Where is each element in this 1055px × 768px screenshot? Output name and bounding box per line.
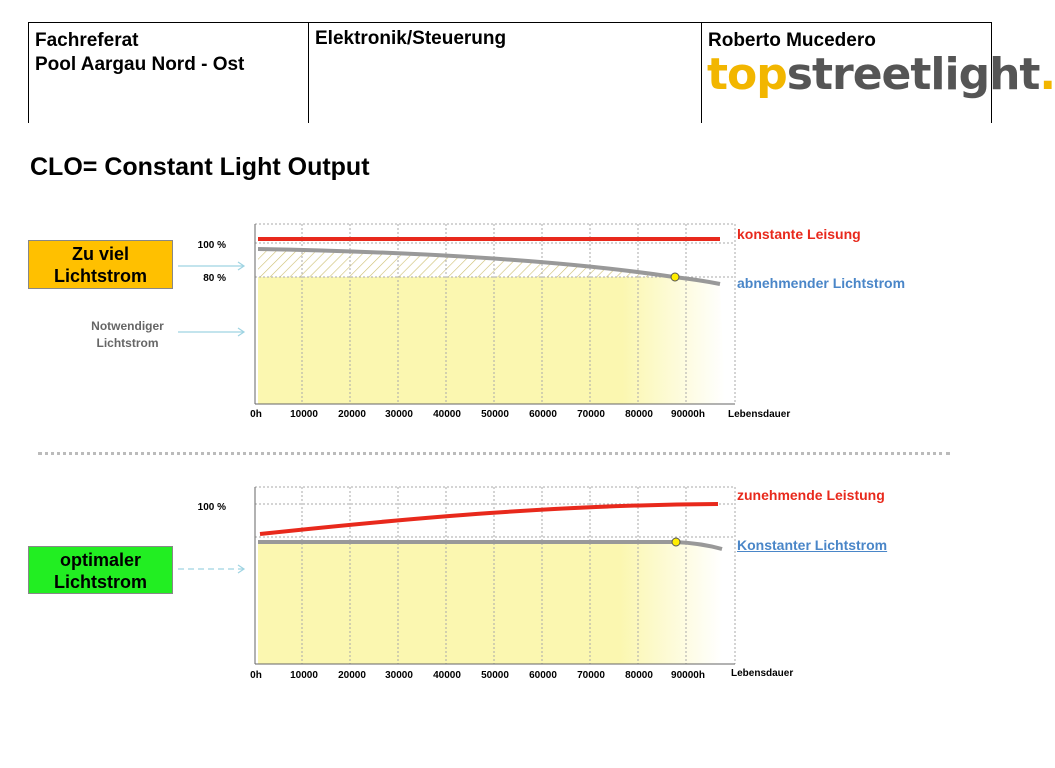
chart2-xtick: 70000 <box>577 670 605 681</box>
chart2-xtick: 0h <box>250 670 262 681</box>
topic-label: Elektronik/Steuerung <box>315 28 507 49</box>
chart2-xtick: 30000 <box>385 670 413 681</box>
chart2-xtick: 40000 <box>433 670 461 681</box>
header-cell-author <box>701 23 1055 123</box>
chart2-arrow <box>178 565 244 573</box>
author-name: Roberto Mucedero <box>708 30 876 51</box>
chart1-marker <box>671 273 679 281</box>
chart2-xtick: 50000 <box>481 670 509 681</box>
too-much-flux-box <box>28 240 173 289</box>
optimal-flux-line-2: Lichtstrom <box>53 572 147 592</box>
chart1-xtick: 60000 <box>529 409 557 420</box>
chart1-xtick: 80000 <box>625 409 653 420</box>
header-cell-topic <box>308 23 701 123</box>
too-much-flux-line-2: Lichtstrom <box>53 266 147 286</box>
chart2-xtick: 20000 <box>338 670 366 681</box>
chart2-xtick: 80000 <box>625 670 653 681</box>
chart1-xtick: 50000 <box>481 409 509 420</box>
chart2-label-100: 100 % <box>197 502 226 513</box>
chart2-xtick: 60000 <box>529 670 557 681</box>
header-table <box>28 22 1055 123</box>
chart1-xtick: 70000 <box>577 409 605 420</box>
department-line-2: Pool Aargau Nord - Ost <box>35 54 245 75</box>
optimal-flux-line-1: optimaler <box>59 550 142 570</box>
page-title: CLO= Constant Light Output <box>30 153 370 181</box>
chart2-x-ticks <box>250 668 793 681</box>
chart2-marker <box>672 538 680 546</box>
chart2-legend-power: zunehmende Leistung <box>737 487 885 503</box>
chart1-xtick: 10000 <box>290 409 318 420</box>
too-much-flux-line-1: Zu viel <box>71 244 129 264</box>
chart1-xtick: 90000h <box>671 409 705 420</box>
optimal-flux-box <box>28 546 173 594</box>
chart1-fill-area <box>258 277 725 404</box>
chart2-x-axis-label: Lebensdauer <box>731 668 794 679</box>
department-line-1: Fachreferat <box>35 30 139 51</box>
chart2-xtick: 90000h <box>671 670 705 681</box>
chart1-hatch-area <box>258 249 674 277</box>
topstreetlight-logo: topstreetlight. <box>707 49 1055 100</box>
header-cell-department <box>28 23 308 123</box>
chart2-power-line <box>260 504 718 534</box>
chart1-xtick: 20000 <box>338 409 366 420</box>
chart2-fill-area <box>258 542 722 664</box>
dotted-separator <box>38 452 950 455</box>
chart1-xtick: 0h <box>250 409 262 420</box>
chart1-legend-power: konstante Leisung <box>737 226 861 242</box>
required-flux-note: Notwendiger Lichtstrom <box>91 319 164 350</box>
chart1-xtick: 40000 <box>433 409 461 420</box>
chart1-label-80: 80 % <box>203 273 226 284</box>
chart1-legend-flux: abnehmender Lichtstrom <box>737 275 906 291</box>
chart1-xtick: 30000 <box>385 409 413 420</box>
chart2-xtick: 10000 <box>290 670 318 681</box>
chart1-x-axis-label: Lebensdauer <box>728 409 791 420</box>
chart2-legend-flux-link[interactable]: Konstanter Lichtstrom <box>737 537 888 553</box>
chart1-label-100: 100 % <box>197 240 226 251</box>
chart1-x-ticks <box>250 409 790 420</box>
